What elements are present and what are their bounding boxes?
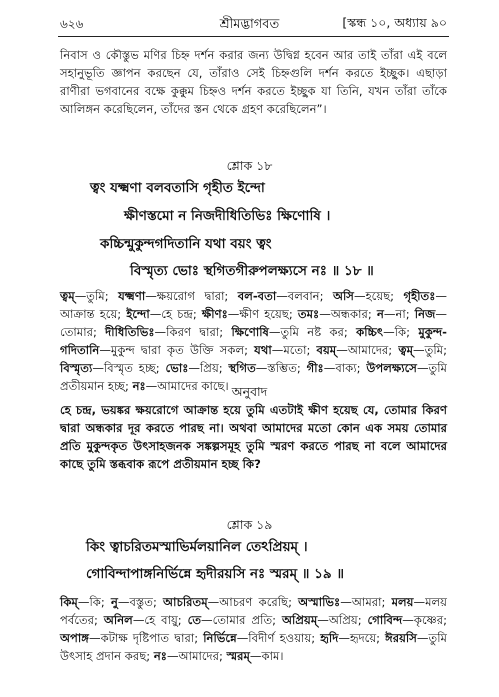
synonym-meaning: তোমার;	[60, 325, 106, 339]
synonym-separator: —	[207, 595, 220, 609]
synonym-meaning: তুমি উৎসাহ প্রদান করছ;	[60, 631, 447, 663]
synonym-separator: —	[317, 613, 329, 627]
verse-18-heading: শ্লোক ১৮	[226, 158, 273, 173]
synonym-separator: —	[413, 595, 426, 609]
synonym-word: নু	[110, 595, 118, 609]
synonym-word: ত্বম্	[60, 289, 75, 303]
synonym-word: গৃহীতঃ	[403, 289, 436, 303]
synonym-word: তে	[187, 613, 202, 627]
synonym-separator: —	[340, 595, 352, 609]
verse-19-synonyms	[60, 593, 447, 685]
synonym-word: অনিল	[103, 613, 133, 627]
synonym-meaning: কাম।	[261, 649, 284, 663]
synonym-meaning: ক্ষয়রোগ দ্বারা;	[156, 289, 238, 303]
synonym-word: হৃদি	[320, 631, 339, 645]
synonym-meaning: তুমি নষ্ট কর;	[280, 325, 357, 339]
synonym-word: ন	[376, 307, 384, 321]
synonym-meaning: স্তম্ভিত;	[267, 361, 307, 375]
synonym-word: ত্বম্	[398, 343, 414, 357]
synonym-word: অপাঙ্গ	[60, 631, 89, 645]
verse-18-translation: হে চন্দ্র, ভয়ঙ্কর ক্ষয়রোগে আক্রান্ত হয়ে তুমি এতটাই ক্ষীণ হয়েছ যে, তোমার কিরণ দ্বারা অন্ধকার দূর করতে পারছ না। অথবা আমাদের মতো কোন এক সময় তোমার প্রতি মুকুন্দকৃত উৎসাহজনক সঙ্কল্পসমূহ তুমি স্মরণ করতে পারছ না বলে আমাদের কাছে তুমি স্তব্ধবাক রূপে প্রতীয়মান হচ্ছ কি?	[60, 403, 447, 471]
synonym-word: স্থগিত	[228, 361, 256, 375]
synonym-word: আচরিতম্	[163, 595, 208, 609]
synonym-word: অপ্রিয়ম্	[281, 613, 318, 627]
synonym-separator: —	[149, 307, 162, 321]
synonym-word: মুকুন্দ-গদিতানি	[60, 325, 447, 357]
synonym-word: মলয়	[391, 595, 414, 609]
verse-18-translation-heading: অনুবাদ	[231, 384, 268, 399]
synonym-word: গীঃ	[306, 361, 324, 375]
verse-19-line-2: গোবিন্দাপাঙ্গনির্ভিন্নে হৃদীরয়সি নঃ স্মরম্ ॥ ১৯ ॥	[86, 566, 344, 582]
synonym-separator: —	[88, 631, 101, 645]
book-title: শ্রীমদ্ভাগবত	[219, 17, 280, 32]
purport-continuation: নিবাস ও কৌস্তুভ মণির চিহ্ন দর্শন করার জন্য উদ্বিগ্ন হবেন আর তাই তাঁরা এই বলে সহানুভূতি জ্ঞাপন করছেন যে, তাঁরাও সেই চিহ্নগুলি দর্শন করতে ইচ্ছুক। এছাড়া রাণীরা ভগবানের বক্ষে কুক্কুম চিহ্নও দর্শন করতে ইচ্ছুক যা তিনি, যখন তাঁরা তাঁকে আলিঙ্গন করেছিলেন, তাঁদের স্তন থেকে গ্রহণ করেছিলেন”।	[60, 48, 447, 116]
synonym-meaning: কি;	[394, 325, 419, 339]
synonym-separator: —	[416, 631, 429, 645]
synonym-separator: —	[145, 379, 158, 393]
synonym-meaning: প্রিয়;	[199, 361, 229, 375]
synonym-meaning: হে চন্দ্র;	[161, 307, 202, 321]
synonym-meaning: বিদীর্ণ হওয়ায়;	[248, 631, 321, 645]
synonym-meaning: কৃষ্ণের;	[413, 613, 448, 627]
synonym-separator: —	[188, 361, 200, 375]
synonym-meaning: বিস্মৃত হচ্ছ;	[103, 361, 166, 375]
synonym-word: গোবিন্দ	[367, 613, 403, 627]
synonym-separator: —	[77, 595, 90, 609]
synonym-word: যথা	[254, 343, 272, 357]
synonym-word: বল-বতা	[237, 289, 277, 303]
synonym-meaning: বাক্য;	[335, 361, 367, 375]
synonym-word: অস্মাভিঃ	[298, 595, 341, 609]
page-number: ৬২৬	[60, 17, 84, 31]
synonym-meaning: তুমি প্রতীয়মান হচ্ছ;	[60, 361, 447, 393]
synonym-word: ভোঃ	[165, 361, 189, 375]
synonym-meaning: তুমি;	[424, 343, 447, 357]
verse-18-line-1: ত্বং যক্ষ্মণা বলবতাসি গৃহীত ইন্দো	[90, 180, 265, 196]
synonym-separator: —	[353, 289, 366, 303]
synonym-separator: —	[249, 649, 262, 663]
synonym-separator: —	[413, 343, 425, 357]
synonym-separator: —	[92, 361, 104, 375]
verse-18-line-4: বিস্মৃত্য ভোঃ স্থগিতগীরুপলক্ষ্যসে নঃ ॥ ১৮ ॥	[130, 263, 374, 279]
synonym-word: অসি	[332, 289, 354, 303]
synonym-separator: —	[338, 631, 350, 645]
synonym-word: যক্ষ্মণা	[118, 289, 146, 303]
synonym-word: নিজ	[414, 307, 436, 321]
verse-18-line-2: ক্ষীণস্তমো ন নিজদীধিতিভিঃ ক্ষিণোষি ।	[124, 208, 331, 224]
synonym-word: নঃ	[153, 649, 167, 663]
synonym-word: বয়ম্	[316, 343, 337, 357]
synonym-separator: —	[276, 289, 288, 303]
synonym-meaning: কটাক্ষ দৃষ্টিপাত দ্বারা;	[100, 631, 204, 645]
synonym-meaning: তুমি;	[86, 289, 119, 303]
synonym-separator: —	[435, 307, 447, 321]
synonym-separator: —	[145, 289, 157, 303]
synonym-word: ঈরয়সি	[385, 631, 417, 645]
synonym-meaning: মলয় পর্বতের;	[60, 595, 447, 627]
synonym-meaning: কিরণ দ্বারা;	[166, 325, 232, 339]
synonym-meaning: না;	[395, 307, 415, 321]
synonym-separator: —	[383, 325, 395, 339]
synonym-separator: —	[227, 307, 240, 321]
synonym-word: কিম্	[60, 595, 78, 609]
synonym-word: স্মরম্	[226, 649, 250, 663]
synonym-meaning: আমাদের কাছে।	[157, 379, 229, 393]
synonym-word: ইন্দো	[126, 307, 150, 321]
synonym-meaning: হয়েছ;	[365, 289, 404, 303]
synonym-word: তমঃ	[297, 307, 320, 321]
synonym-separator: —	[201, 613, 213, 627]
synonym-separator: —	[236, 631, 249, 645]
synonym-separator: —	[132, 613, 145, 627]
verse-18-line-3: কচ্চিন্মুকুন্দগদিতানি যথা বয়ং ত্বং	[100, 236, 272, 252]
synonym-separator: —	[383, 307, 396, 321]
synonym-separator: —	[402, 613, 414, 627]
synonym-word: ক্ষিণোষি	[231, 325, 269, 339]
synonym-meaning: তোমার প্রতি;	[212, 613, 282, 627]
synonym-meaning: মতো;	[283, 343, 317, 357]
section-reference: [স্কন্ধ ১০, অধ্যায় ৯০	[342, 15, 447, 30]
synonym-meaning: মুকুন্দ দ্বারা কৃত উক্তি সকল;	[110, 343, 255, 357]
synonym-meaning: বস্তুত;	[129, 595, 164, 609]
synonym-meaning: আক্রান্ত হয়ে;	[60, 307, 127, 321]
synonym-meaning: ক্ষীণ হয়েছ;	[239, 307, 298, 321]
synonym-separator: —	[416, 361, 429, 375]
synonym-meaning: বলবান;	[287, 289, 333, 303]
synonym-separator: —	[268, 325, 281, 339]
synonym-separator: —	[336, 343, 348, 357]
synonym-separator: —	[74, 289, 87, 303]
header-rule	[58, 36, 449, 37]
synonym-meaning: আমাদের;	[347, 343, 399, 357]
synonym-word: নঃ	[132, 379, 146, 393]
synonym-word: কচ্চিৎ	[356, 325, 384, 339]
synonym-meaning: অন্ধকার;	[330, 307, 377, 321]
synonym-meaning: আচরণ করেছি;	[219, 595, 299, 609]
synonym-meaning: হৃদয়ে;	[349, 631, 386, 645]
synonym-separator: —	[99, 343, 111, 357]
synonym-separator: —	[319, 307, 331, 321]
synonym-meaning: আমাদের;	[178, 649, 227, 663]
synonym-separator: —	[271, 343, 284, 357]
synonym-word: নির্ভিন্নে	[203, 631, 237, 645]
synonym-word: দীধিতিভিঃ	[105, 325, 155, 339]
verse-19-heading: শ্লোক ১৯	[226, 517, 273, 532]
synonym-separator: —	[154, 325, 167, 339]
synonym-word: উপলক্ষ্যসে	[366, 361, 417, 375]
synonym-meaning: হে বায়ু;	[144, 613, 188, 627]
synonym-word: ক্ষীণঃ	[201, 307, 228, 321]
synonym-separator: —	[255, 361, 268, 375]
synonym-separator: —	[323, 361, 336, 375]
synonym-meaning: কি;	[89, 595, 111, 609]
synonym-word: বিস্মৃত্য	[60, 361, 93, 375]
synonym-meaning: অপ্রিয়;	[328, 613, 368, 627]
synonym-separator: —	[117, 595, 130, 609]
synonym-separator: —	[166, 649, 179, 663]
synonym-separator: —	[435, 289, 447, 303]
synonym-meaning: আমরা;	[351, 595, 392, 609]
verse-19-line-1: কিং ত্বাচরিতমস্মাভির্মলয়ানিল তেঽপ্রিয়ম্ ।	[86, 539, 308, 555]
